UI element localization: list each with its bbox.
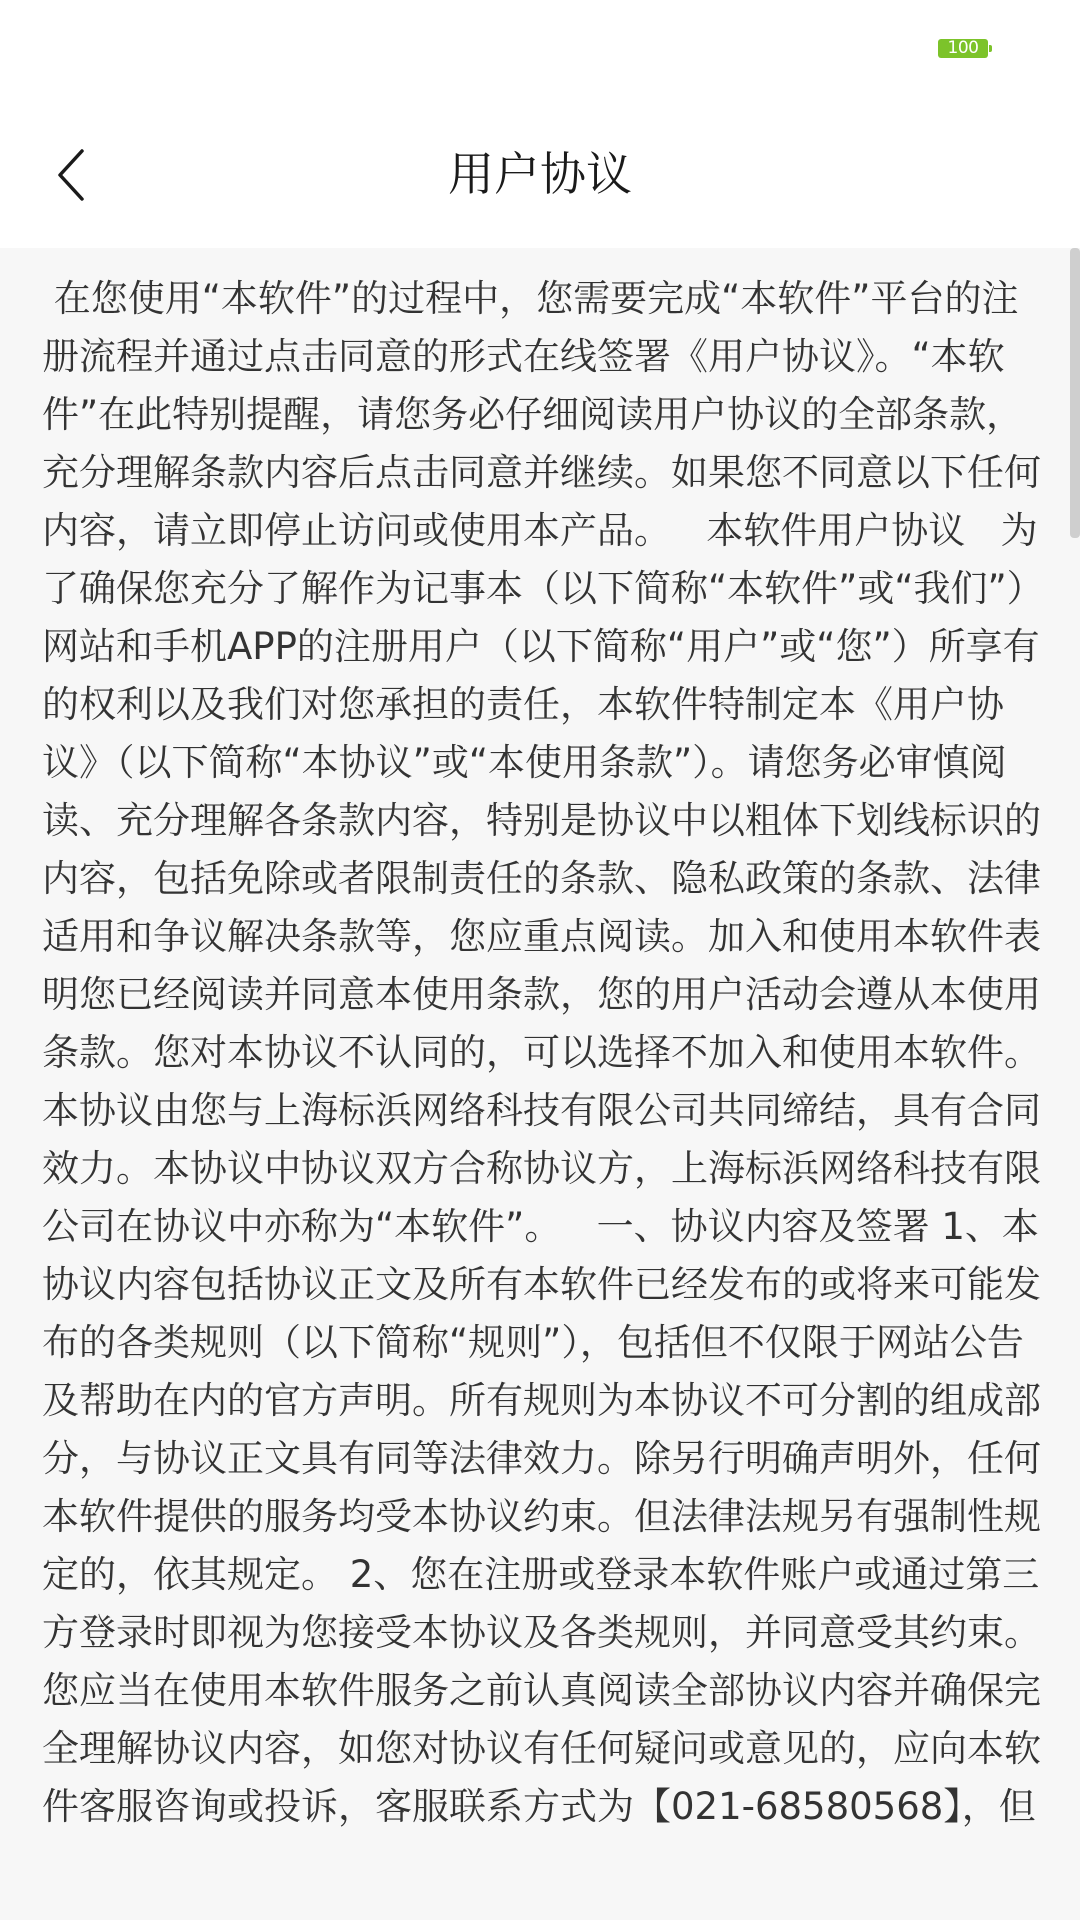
status-bar bbox=[0, 0, 1080, 100]
battery-level: 100 bbox=[947, 38, 979, 58]
battery-indicator bbox=[938, 39, 988, 58]
page-title: 用户协议 bbox=[448, 147, 632, 201]
scrollbar[interactable] bbox=[1068, 248, 1080, 1920]
chevron-left-icon bbox=[40, 140, 110, 210]
navigation-bar bbox=[0, 100, 1080, 248]
agreement-text: 在您使用“本软件”的过程中，您需要完成“本软件”平台的注册流程并通过点击同意的形式在线签署《用户协议》。“本软件”在此特别提醒，请您务必仔细阅读用户协议的全部条款，充分理解条款内容后点击同意并继续。如果您不同意以下任何内容，请立即停止访问或使用本产品。 本软件用户协议 为了确保您充分了解作为记事本（以下简称“本软件”或“我们”）网站和手机APP的注册用户（以下简称“用户”或“您”）所享有的权利以及我们对您承担的责任，本软件特制定本《用户协议》（以下简称“本协议”或“本使用条款”）。请您务必审慎阅读、充分理解各条款内容，特别是协议中以粗体下划线标识的内容，包括免除或者限制责任的条款、隐私政策的条款、法律适用和争议解决条款等，您应重点阅读。加入和使用本软件表明您已经阅读并同意本使用条款，您的用户活动会遵从本使用条款。您对本协议不认同的，可以选择不加入和使用本软件。 本协议由您与上海标浜网络科技有限公司共同缔结，具有合同效力。本协议中协议双方合称协议方，上海标浜网络科技有限公司在协议中亦称为“本软件”。 一、协议内容及签署 1、本协议内容包括协议正文及所有本软件已经发布的或将来可能发布的各类规则（以下简称“规则”），包括但不仅限于网站公告及帮助在内的官方声明。所有规则为本协议不可分割的组成部分，与协议正文具有同等法律效力。除另行明确声明外，任何本软件提供的服务均受本协议约束。但法律法规另有强制性规定的，依其规定。 2、您在注册或登录本软件账户或通过第三方登录时即视为您接受本协议及各类规则，并同意受其约束。您应当在使用本软件服务之前认真阅读全部协议内容并确保完全理解协议内容，如您对协议有任何疑问或意见的，应向本软件客服咨询或投诉，客服联系方式为【021-68580568】，但 bbox=[42, 277, 1053, 1828]
agreement-scroll-view[interactable] bbox=[0, 248, 1080, 1920]
scrollbar-thumb[interactable] bbox=[1070, 248, 1080, 538]
back-button[interactable] bbox=[40, 140, 110, 210]
